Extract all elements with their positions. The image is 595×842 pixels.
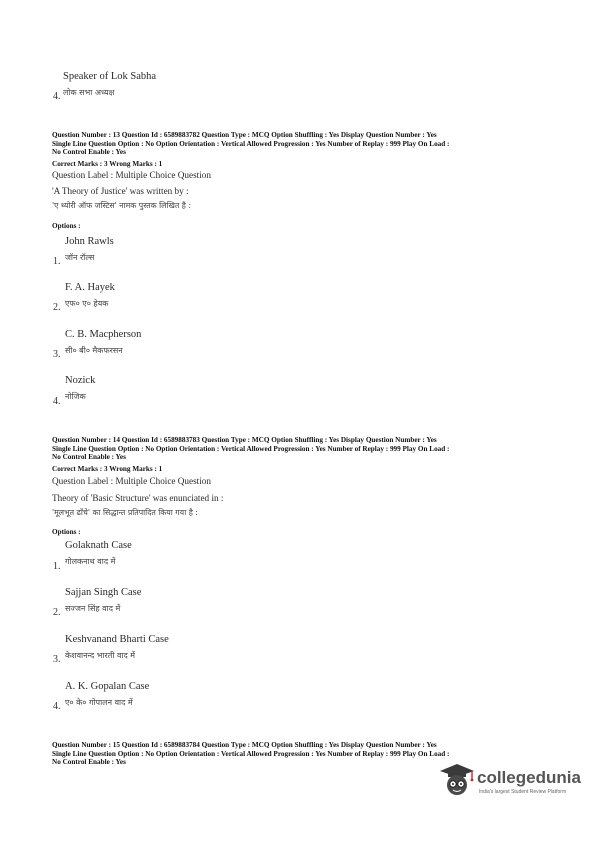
q13-options-heading: Options :: [52, 222, 81, 230]
q14-option-3-number: 3.: [53, 654, 61, 665]
q13-option-3-number: 3.: [53, 349, 61, 360]
q14-option-1-hi: गोलकनाथ वाद में: [65, 557, 116, 566]
q13-option-3-hi: सी० बी० मैकफरसन: [65, 346, 123, 355]
q14-option-3-en: Keshvanand Bharti Case: [65, 634, 169, 645]
graduate-avatar-icon: [438, 762, 476, 798]
q13-option-1-number: 1.: [53, 256, 61, 267]
q14-option-4-hi: ए० के० गोपालन वाद में: [65, 698, 133, 707]
q13-meta: [52, 131, 449, 157]
q13-option-2-en: F. A. Hayek: [65, 282, 115, 293]
q15-meta: [52, 741, 449, 767]
q13-text-hi: 'ए थ्योरी ऑफ जस्टिस' नामक पुस्तक लिखित है :: [52, 201, 192, 210]
logo-tagline: India's largest Student Review Platform: [479, 789, 567, 795]
q13-option-4-number: 4.: [53, 396, 61, 407]
q14-option-1-en: Golaknath Case: [65, 540, 132, 551]
q13-meta-line3: No Control Enable : Yes: [52, 148, 126, 157]
q14-option-4-number: 4.: [53, 701, 61, 712]
q13-marks: Correct Marks : 3 Wrong Marks : 1: [52, 160, 163, 168]
q14-meta-line3: No Control Enable : Yes: [52, 453, 126, 462]
q14-option-2-en: Sajjan Singh Case: [65, 587, 142, 598]
q14-meta: [52, 436, 449, 462]
q13-option-1-hi: जॉन रॉल्स: [65, 253, 95, 262]
q14-options-heading: Options :: [52, 528, 81, 536]
q14-text-en: Theory of 'Basic Structure' was enunciated in :: [52, 493, 224, 503]
q13-meta-line1: Question Number : 13 Question Id : 6589883782 Question Type : MCQ Option Shuffling : Yes Display Question Number : Yes: [52, 131, 437, 139]
q13-option-2-number: 2.: [53, 302, 61, 313]
q14-option-2-number: 2.: [53, 607, 61, 618]
q14-option-2-hi: सज्जन सिंह वाद में: [65, 604, 121, 613]
q15-meta-line2: Single Line Question Option : No Option Orientation : Vertical Allowed Progression : Yes Number of Replay : 999 Play On Load :: [52, 749, 450, 758]
q13-label: Question Label : Multiple Choice Question: [52, 170, 211, 180]
q14-meta-line1: Question Number : 14 Question Id : 6589883783 Question Type : MCQ Option Shuffling : Yes Display Question Number : Yes: [52, 436, 437, 444]
logo-name: collegedunia: [477, 768, 581, 787]
q14-marks: Correct Marks : 3 Wrong Marks : 1: [52, 465, 163, 473]
q14-meta-line2: Single Line Question Option : No Option Orientation : Vertical Allowed Progression : Yes Number of Replay : 999 Play On Load :: [52, 444, 450, 453]
q15-meta-line1: Question Number : 15 Question Id : 6589883784 Question Type : MCQ Option Shuffling : Yes Display Question Number : Yes: [52, 741, 437, 749]
q14-option-3-hi: केशवानन्द भारती वाद में: [65, 651, 136, 660]
q13-option-4-en: Nozick: [65, 375, 96, 386]
q14-option-4-en: A. K. Gopalan Case: [65, 681, 150, 692]
prev-option-en: Speaker of Lok Sabha: [63, 71, 157, 82]
q13-meta-line2: Single Line Question Option : No Option Orientation : Vertical Allowed Progression : Yes Number of Replay : 999 Play On Load :: [52, 139, 450, 148]
q14-text-hi: 'मूलभूत ढाँचे' का सिद्धान्त प्रतिपादित किया गया है :: [52, 508, 198, 517]
q13-option-4-hi: नोजिक: [65, 392, 86, 401]
q14-label: Question Label : Multiple Choice Question: [52, 476, 211, 486]
prev-option-number: 4.: [53, 91, 61, 102]
q13-option-3-en: C. B. Macpherson: [65, 329, 142, 340]
q13-option-1-en: John Rawls: [65, 236, 114, 247]
prev-option-hi: लोक सभा अध्यक्ष: [63, 88, 115, 97]
q15-meta-line3: No Control Enable : Yes: [52, 758, 126, 767]
q13-text-en: 'A Theory of Justice' was written by :: [52, 186, 189, 196]
q14-option-1-number: 1.: [53, 561, 61, 572]
q13-option-2-hi: एफ० ए० हेयक: [65, 299, 109, 308]
